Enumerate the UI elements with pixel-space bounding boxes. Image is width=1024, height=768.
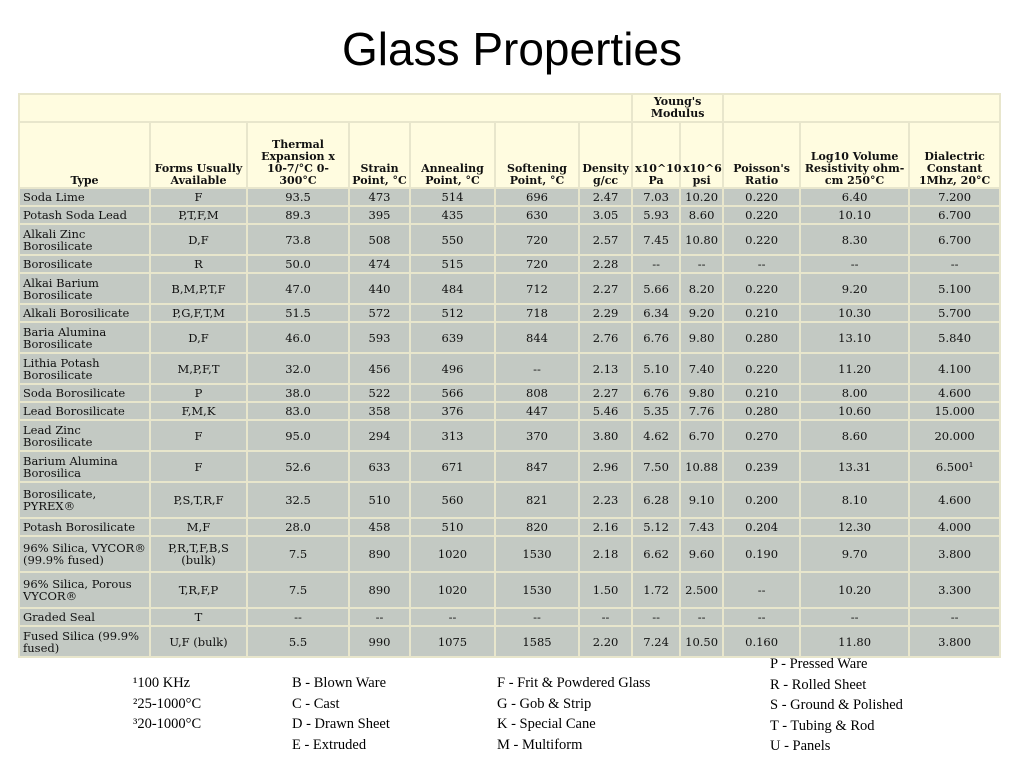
table-cell: P,T,F,M bbox=[150, 206, 247, 224]
table-cell: 0.160 bbox=[723, 626, 800, 657]
table-cell: 484 bbox=[410, 273, 495, 304]
table-cell: 820 bbox=[495, 518, 579, 536]
table-cell: 821 bbox=[495, 482, 579, 518]
table-cell: 0.280 bbox=[723, 402, 800, 420]
table-cell: 6.700 bbox=[909, 224, 1000, 255]
table-cell: 458 bbox=[349, 518, 410, 536]
table-cell: 3.300 bbox=[909, 572, 1000, 608]
table-cell: -- bbox=[909, 255, 1000, 273]
table-cell: 32.5 bbox=[247, 482, 349, 518]
table-cell: 1585 bbox=[495, 626, 579, 657]
glass-type-cell: Borosilicate, PYREX® bbox=[19, 482, 150, 518]
glass-type-cell: Lead Zinc Borosilicate bbox=[19, 420, 150, 451]
table-cell: 522 bbox=[349, 384, 410, 402]
table-cell: 560 bbox=[410, 482, 495, 518]
legend-item: M - Multiform bbox=[497, 736, 583, 753]
table-cell: R bbox=[150, 255, 247, 273]
table-row bbox=[19, 572, 1000, 608]
header-spacer-right bbox=[723, 94, 1000, 122]
table-cell: 38.0 bbox=[247, 384, 349, 402]
table-cell: -- bbox=[723, 608, 800, 626]
table-cell: 8.00 bbox=[800, 384, 909, 402]
table-cell: 2.76 bbox=[579, 322, 632, 353]
table-cell: 5.10 bbox=[632, 353, 680, 384]
table-cell: 13.10 bbox=[800, 322, 909, 353]
table-cell: P,G,F,T,M bbox=[150, 304, 247, 322]
table-cell: 1530 bbox=[495, 572, 579, 608]
glass-type-cell: Alkali Zinc Borosilicate bbox=[19, 224, 150, 255]
table-cell: 593 bbox=[349, 322, 410, 353]
glass-type-cell: Alkali Borosilicate bbox=[19, 304, 150, 322]
table-cell: B,M,P,T,F bbox=[150, 273, 247, 304]
table-cell: 5.35 bbox=[632, 402, 680, 420]
table-cell: -- bbox=[410, 608, 495, 626]
table-cell: 10.10 bbox=[800, 206, 909, 224]
header-spacer bbox=[19, 94, 632, 122]
table-cell: 2.23 bbox=[579, 482, 632, 518]
table-cell: 2.47 bbox=[579, 188, 632, 206]
table-cell: 847 bbox=[495, 451, 579, 482]
table-cell: 7.40 bbox=[680, 353, 723, 384]
table-cell: 10.30 bbox=[800, 304, 909, 322]
table-cell: 5.100 bbox=[909, 273, 1000, 304]
table-cell: T,R,F,P bbox=[150, 572, 247, 608]
table-row bbox=[19, 451, 1000, 482]
table-cell: 0.210 bbox=[723, 304, 800, 322]
table-cell: -- bbox=[800, 255, 909, 273]
table-cell: 370 bbox=[495, 420, 579, 451]
table-cell: 0.220 bbox=[723, 273, 800, 304]
table-cell: -- bbox=[909, 608, 1000, 626]
table-cell: 5.66 bbox=[632, 273, 680, 304]
legend-item: P - Pressed Ware bbox=[770, 656, 868, 672]
table-cell: 5.840 bbox=[909, 322, 1000, 353]
table-row bbox=[19, 402, 1000, 420]
table-row bbox=[19, 482, 1000, 518]
table-row bbox=[19, 420, 1000, 451]
table-cell: -- bbox=[495, 608, 579, 626]
table-cell: 508 bbox=[349, 224, 410, 255]
legend-item: S - Ground & Polished bbox=[770, 697, 903, 713]
table-cell: 720 bbox=[495, 255, 579, 273]
table-cell: 9.20 bbox=[680, 304, 723, 322]
glass-type-cell: Soda Borosilicate bbox=[19, 384, 150, 402]
table-cell: 5.93 bbox=[632, 206, 680, 224]
glass-type-cell: 96% Silica, Porous VYCOR® bbox=[19, 572, 150, 608]
table-cell: 6.700 bbox=[909, 206, 1000, 224]
legend-item: G - Gob & Strip bbox=[497, 695, 592, 712]
legend-column-1 bbox=[292, 673, 390, 755]
table-cell: 6.76 bbox=[632, 384, 680, 402]
table-cell: 9.10 bbox=[680, 482, 723, 518]
table-cell: 376 bbox=[410, 402, 495, 420]
table-cell: 10.80 bbox=[680, 224, 723, 255]
table-cell: 11.20 bbox=[800, 353, 909, 384]
legend-column-2 bbox=[497, 673, 650, 755]
column-header: Poisson's Ratio bbox=[723, 122, 800, 188]
table-body bbox=[19, 188, 1000, 657]
table-cell: P,S,T,R,F bbox=[150, 482, 247, 518]
table-cell: 890 bbox=[349, 572, 410, 608]
glass-type-cell: 96% Silica, VYCOR® (99.9% fused) bbox=[19, 536, 150, 572]
table-cell: D,F bbox=[150, 322, 247, 353]
table-cell: 32.0 bbox=[247, 353, 349, 384]
header-row-top bbox=[19, 94, 1000, 122]
table-cell: 0.220 bbox=[723, 224, 800, 255]
table-row bbox=[19, 224, 1000, 255]
table-cell: 447 bbox=[495, 402, 579, 420]
table-cell: 0.220 bbox=[723, 188, 800, 206]
table-cell: 11.80 bbox=[800, 626, 909, 657]
table-cell: 10.20 bbox=[680, 188, 723, 206]
table-cell: 496 bbox=[410, 353, 495, 384]
table-cell: 4.000 bbox=[909, 518, 1000, 536]
footnote-item: ²25-1000°C bbox=[133, 695, 202, 712]
table-cell: 294 bbox=[349, 420, 410, 451]
table-cell: 435 bbox=[410, 206, 495, 224]
glass-type-cell: Baria Alumina Borosilicate bbox=[19, 322, 150, 353]
column-header: Strain Point, °C bbox=[349, 122, 410, 188]
table-cell: 2.29 bbox=[579, 304, 632, 322]
glass-properties-table bbox=[18, 93, 999, 655]
table-cell: 0.280 bbox=[723, 322, 800, 353]
table-cell: -- bbox=[632, 608, 680, 626]
table-cell: 566 bbox=[410, 384, 495, 402]
table-cell: 2.96 bbox=[579, 451, 632, 482]
table-cell: 7.200 bbox=[909, 188, 1000, 206]
table-cell: 696 bbox=[495, 188, 579, 206]
glass-type-cell: Lithia Potash Borosilicate bbox=[19, 353, 150, 384]
table-cell: 5.46 bbox=[579, 402, 632, 420]
table-cell: 10.60 bbox=[800, 402, 909, 420]
legend-item: C - Cast bbox=[292, 695, 340, 712]
legend-item: B - Blown Ware bbox=[292, 675, 387, 691]
table-cell: 630 bbox=[495, 206, 579, 224]
legend-item: R - Rolled Sheet bbox=[770, 676, 867, 693]
legend-item: T - Tubing & Rod bbox=[770, 717, 875, 734]
table-cell: 0.204 bbox=[723, 518, 800, 536]
table-cell: 8.60 bbox=[800, 420, 909, 451]
glass-type-cell: Borosilicate bbox=[19, 255, 150, 273]
table-cell: 8.30 bbox=[800, 224, 909, 255]
table-cell: 2.13 bbox=[579, 353, 632, 384]
table-cell: 8.20 bbox=[680, 273, 723, 304]
table-cell: 712 bbox=[495, 273, 579, 304]
table-cell: -- bbox=[632, 255, 680, 273]
footnote-item: ³20-1000°C bbox=[133, 716, 202, 732]
table-cell: 313 bbox=[410, 420, 495, 451]
table-cell: 9.70 bbox=[800, 536, 909, 572]
table-row bbox=[19, 255, 1000, 273]
table-cell: 990 bbox=[349, 626, 410, 657]
table-cell: F bbox=[150, 451, 247, 482]
table-cell: 6.28 bbox=[632, 482, 680, 518]
table-cell: 2.500 bbox=[680, 572, 723, 608]
table-cell: M,F bbox=[150, 518, 247, 536]
table-cell: 515 bbox=[410, 255, 495, 273]
table-cell: 720 bbox=[495, 224, 579, 255]
table-row bbox=[19, 353, 1000, 384]
youngs-modulus-header: Young's Modulus bbox=[632, 94, 723, 122]
table-cell: T bbox=[150, 608, 247, 626]
table-cell: 1.50 bbox=[579, 572, 632, 608]
table-cell: 8.60 bbox=[680, 206, 723, 224]
table-cell: 7.50 bbox=[632, 451, 680, 482]
table-cell: 633 bbox=[349, 451, 410, 482]
table-cell: -- bbox=[723, 255, 800, 273]
column-header-row bbox=[19, 122, 1000, 188]
table-cell: 510 bbox=[349, 482, 410, 518]
table-cell: 7.5 bbox=[247, 536, 349, 572]
table-cell: P bbox=[150, 384, 247, 402]
table-cell: 73.8 bbox=[247, 224, 349, 255]
column-header: Dialectric Constant 1Mhz, 20°C bbox=[909, 122, 1000, 188]
table-cell: 0.239 bbox=[723, 451, 800, 482]
table-cell: 7.45 bbox=[632, 224, 680, 255]
table-row bbox=[19, 206, 1000, 224]
table-cell: 572 bbox=[349, 304, 410, 322]
table-cell: 5.700 bbox=[909, 304, 1000, 322]
glass-type-cell: Potash Soda Lead bbox=[19, 206, 150, 224]
table-cell: -- bbox=[579, 608, 632, 626]
table-row bbox=[19, 322, 1000, 353]
table-cell: 15.000 bbox=[909, 402, 1000, 420]
table-cell: 0.270 bbox=[723, 420, 800, 451]
table-cell: 47.0 bbox=[247, 273, 349, 304]
table-cell: 9.20 bbox=[800, 273, 909, 304]
table-cell: 5.5 bbox=[247, 626, 349, 657]
table-cell: 6.62 bbox=[632, 536, 680, 572]
table-cell: 2.16 bbox=[579, 518, 632, 536]
table-cell: 808 bbox=[495, 384, 579, 402]
table-cell: 1020 bbox=[410, 572, 495, 608]
legend-item: E - Extruded bbox=[292, 736, 367, 753]
table-cell: D,F bbox=[150, 224, 247, 255]
table-row bbox=[19, 273, 1000, 304]
glass-type-cell: Lead Borosilicate bbox=[19, 402, 150, 420]
table-cell: 83.0 bbox=[247, 402, 349, 420]
table-cell: 46.0 bbox=[247, 322, 349, 353]
table-cell: 95.0 bbox=[247, 420, 349, 451]
table-cell: 0.220 bbox=[723, 206, 800, 224]
table-cell: 473 bbox=[349, 188, 410, 206]
table-row bbox=[19, 608, 1000, 626]
table-cell: 1020 bbox=[410, 536, 495, 572]
table-cell: 6.500¹ bbox=[909, 451, 1000, 482]
table-cell: 6.76 bbox=[632, 322, 680, 353]
table-cell: 50.0 bbox=[247, 255, 349, 273]
column-header: Annealing Point, °C bbox=[410, 122, 495, 188]
column-header: Type bbox=[19, 122, 150, 188]
table-cell: 52.6 bbox=[247, 451, 349, 482]
table-cell: 3.800 bbox=[909, 536, 1000, 572]
table-cell: M,P,F,T bbox=[150, 353, 247, 384]
table-row bbox=[19, 626, 1000, 657]
table-cell: -- bbox=[800, 608, 909, 626]
table-cell: 4.62 bbox=[632, 420, 680, 451]
column-header: x10^6 psi bbox=[680, 122, 723, 188]
table-cell: 512 bbox=[410, 304, 495, 322]
table-cell: 0.200 bbox=[723, 482, 800, 518]
table-cell: 440 bbox=[349, 273, 410, 304]
footnote-list bbox=[133, 673, 201, 735]
table-cell: 6.70 bbox=[680, 420, 723, 451]
table-cell: 89.3 bbox=[247, 206, 349, 224]
table-cell: 7.43 bbox=[680, 518, 723, 536]
table-cell: 456 bbox=[349, 353, 410, 384]
table-cell: 1.72 bbox=[632, 572, 680, 608]
table-cell: -- bbox=[495, 353, 579, 384]
table-cell: 6.40 bbox=[800, 188, 909, 206]
glass-type-cell: Graded Seal bbox=[19, 608, 150, 626]
table-cell: 0.210 bbox=[723, 384, 800, 402]
table-cell: 2.27 bbox=[579, 273, 632, 304]
table-row bbox=[19, 518, 1000, 536]
table-cell: 4.600 bbox=[909, 384, 1000, 402]
legend-column-3 bbox=[770, 654, 903, 757]
table-cell: 7.5 bbox=[247, 572, 349, 608]
table-cell: F,M,K bbox=[150, 402, 247, 420]
table-cell: 6.34 bbox=[632, 304, 680, 322]
page-title: Glass Properties bbox=[341, 23, 682, 75]
table-cell: 8.10 bbox=[800, 482, 909, 518]
column-header: Softening Point, °C bbox=[495, 122, 579, 188]
table-cell: -- bbox=[680, 608, 723, 626]
table-cell: 890 bbox=[349, 536, 410, 572]
column-header: Thermal Expansion x 10-7/°C 0-300°C bbox=[247, 122, 349, 188]
table-cell: 10.88 bbox=[680, 451, 723, 482]
table-cell: 3.05 bbox=[579, 206, 632, 224]
table-cell: 3.800 bbox=[909, 626, 1000, 657]
table-cell: 10.20 bbox=[800, 572, 909, 608]
table-cell: 2.27 bbox=[579, 384, 632, 402]
table-cell: 9.80 bbox=[680, 322, 723, 353]
table-cell: 7.76 bbox=[680, 402, 723, 420]
table-row bbox=[19, 536, 1000, 572]
legend-item: U - Panels bbox=[770, 738, 831, 754]
legend-item: D - Drawn Sheet bbox=[292, 716, 390, 732]
table-cell: 2.28 bbox=[579, 255, 632, 273]
table-cell: U,F (bulk) bbox=[150, 626, 247, 657]
table-row bbox=[19, 304, 1000, 322]
table-cell: 1075 bbox=[410, 626, 495, 657]
table-cell: 474 bbox=[349, 255, 410, 273]
table-cell: 93.5 bbox=[247, 188, 349, 206]
table-cell: P,R,T,F,B,S (bulk) bbox=[150, 536, 247, 572]
table-cell: 671 bbox=[410, 451, 495, 482]
table-cell: -- bbox=[680, 255, 723, 273]
table-cell: -- bbox=[247, 608, 349, 626]
glass-type-cell: Fused Silica (99.9% fused) bbox=[19, 626, 150, 657]
table-cell: 9.80 bbox=[680, 384, 723, 402]
properties-table bbox=[18, 93, 1001, 658]
table-cell: 12.30 bbox=[800, 518, 909, 536]
table-cell: 395 bbox=[349, 206, 410, 224]
legend-item: K - Special Cane bbox=[497, 716, 596, 732]
table-cell: F bbox=[150, 188, 247, 206]
table-cell: 2.20 bbox=[579, 626, 632, 657]
glass-type-cell: Alkai Barium Borosilicate bbox=[19, 273, 150, 304]
footnote-item: ¹100 KHz bbox=[133, 675, 191, 691]
column-header: x10^10 Pa bbox=[632, 122, 680, 188]
table-cell: 4.600 bbox=[909, 482, 1000, 518]
table-cell: 1530 bbox=[495, 536, 579, 572]
table-cell: 3.80 bbox=[579, 420, 632, 451]
table-cell: 0.190 bbox=[723, 536, 800, 572]
table-cell: 550 bbox=[410, 224, 495, 255]
column-header: Forms Usually Available bbox=[150, 122, 247, 188]
table-cell: 7.03 bbox=[632, 188, 680, 206]
table-cell: -- bbox=[349, 608, 410, 626]
table-cell: 358 bbox=[349, 402, 410, 420]
table-cell: 10.50 bbox=[680, 626, 723, 657]
column-header: Log10 Volume Resistivity ohm-cm 250°C bbox=[800, 122, 909, 188]
column-header: Density g/cc bbox=[579, 122, 632, 188]
table-cell: 4.100 bbox=[909, 353, 1000, 384]
table-cell: 844 bbox=[495, 322, 579, 353]
table-cell: 28.0 bbox=[247, 518, 349, 536]
table-cell: 5.12 bbox=[632, 518, 680, 536]
table-cell: 718 bbox=[495, 304, 579, 322]
table-cell: 2.57 bbox=[579, 224, 632, 255]
table-cell: 514 bbox=[410, 188, 495, 206]
table-cell: 2.18 bbox=[579, 536, 632, 572]
table-cell: 13.31 bbox=[800, 451, 909, 482]
table-row bbox=[19, 384, 1000, 402]
table-cell: 7.24 bbox=[632, 626, 680, 657]
table-cell: 639 bbox=[410, 322, 495, 353]
glass-type-cell: Soda Lime bbox=[19, 188, 150, 206]
table-cell: 510 bbox=[410, 518, 495, 536]
table-cell: 9.60 bbox=[680, 536, 723, 572]
table-cell: 0.220 bbox=[723, 353, 800, 384]
table-cell: F bbox=[150, 420, 247, 451]
table-cell: -- bbox=[723, 572, 800, 608]
table-cell: 20.000 bbox=[909, 420, 1000, 451]
glass-type-cell: Barium Alumina Borosilica bbox=[19, 451, 150, 482]
table-row bbox=[19, 188, 1000, 206]
legend-item: F - Frit & Powdered Glass bbox=[497, 675, 651, 691]
glass-type-cell: Potash Borosilicate bbox=[19, 518, 150, 536]
table-cell: 51.5 bbox=[247, 304, 349, 322]
